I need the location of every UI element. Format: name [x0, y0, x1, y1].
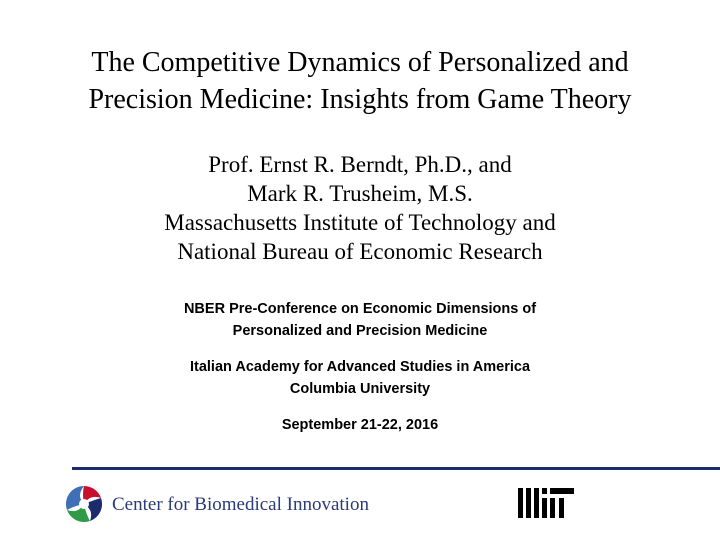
mit-logo-icon	[518, 488, 576, 518]
title-line-1: The Competitive Dynamics of Personalized and	[91, 47, 629, 78]
title-line-2: Precision Medicine: Insights from Game Theory	[88, 84, 632, 115]
authors-block	[0, 150, 720, 266]
author-line-1: Prof. Ernst R. Berndt, Ph.D., and	[208, 152, 512, 177]
conference-name	[0, 298, 720, 342]
venue-line-1: Italian Academy for Advanced Studies in America	[189, 359, 531, 375]
conference-venue	[0, 356, 720, 400]
cbi-name: Center for Biomedical Innovation	[112, 494, 369, 515]
author-line-2: Mark R. Trusheim, M.S.	[247, 181, 473, 206]
date-line: September 21-22, 2016	[281, 417, 439, 433]
footer-divider	[72, 467, 720, 470]
venue-line-2: Columbia University	[289, 381, 431, 397]
affiliation-line-2: National Bureau of Economic Research	[177, 239, 543, 264]
conference-name-line-2: Personalized and Precision Medicine	[232, 323, 488, 339]
conference-info	[0, 298, 720, 450]
slide-title	[0, 44, 720, 118]
conference-date	[0, 414, 720, 436]
cbi-swirl-icon	[64, 484, 104, 524]
conference-name-line-1: NBER Pre-Conference on Economic Dimensions of	[183, 301, 537, 317]
affiliation-line-1: Massachusetts Institute of Technology and	[164, 210, 556, 235]
